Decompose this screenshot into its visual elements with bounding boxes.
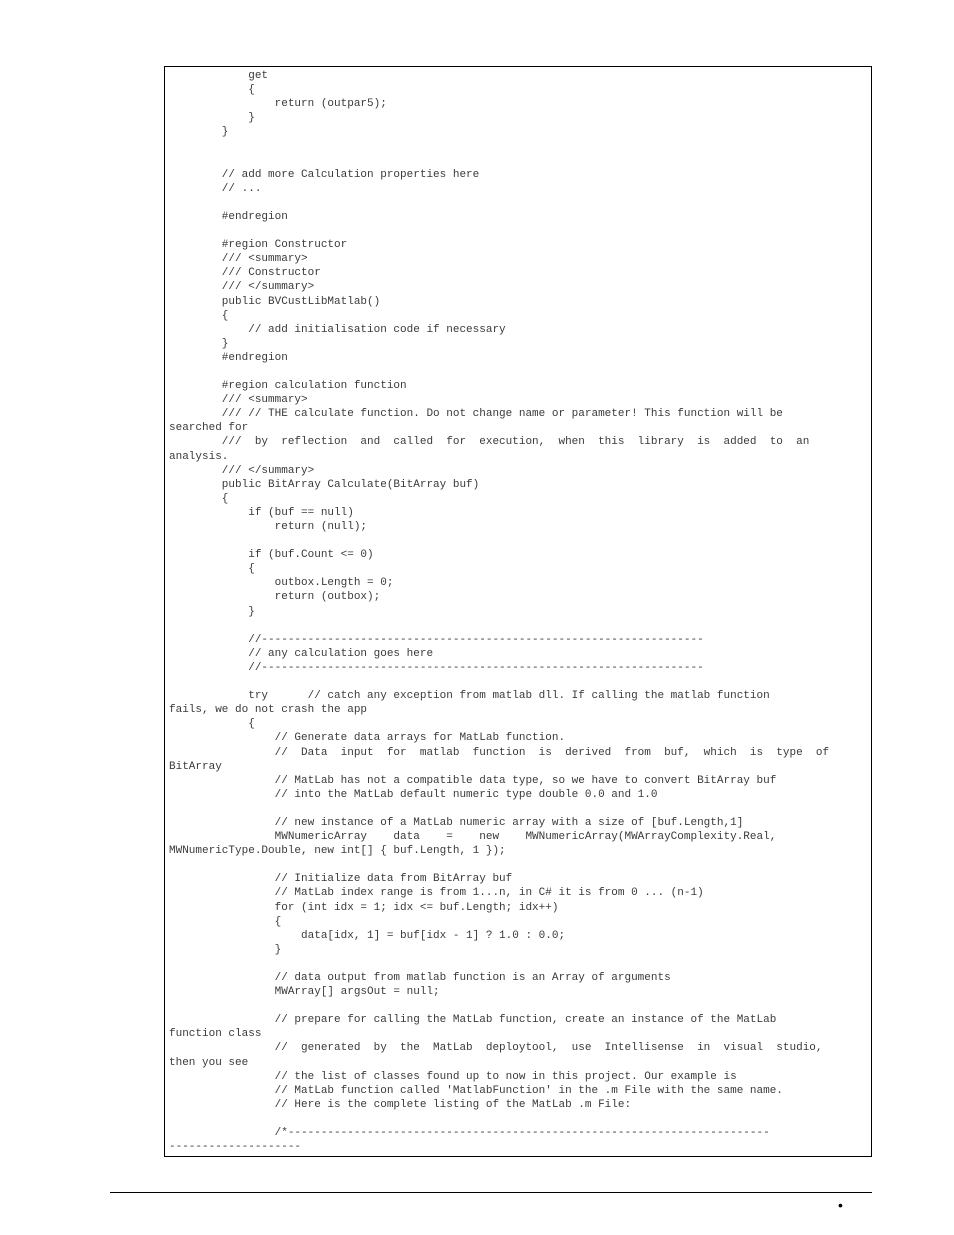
code-line: #region Constructor <box>169 239 348 252</box>
code-line: } <box>169 943 282 956</box>
code-line: /// Constructor <box>169 267 321 280</box>
code-line: } <box>169 337 229 350</box>
code-line: if (buf.Count <= 0) <box>169 549 374 562</box>
code-line <box>169 619 867 633</box>
code-line: public BitArray Calculate(BitArray buf) <box>169 478 480 491</box>
code-line: public BVCustLibMatlab() <box>169 295 381 308</box>
code-line <box>169 675 867 689</box>
code-line: -------------------- <box>169 1141 302 1154</box>
footer-bullet: • <box>838 1197 843 1213</box>
code-line: { <box>169 309 229 322</box>
code-line: function class <box>169 1028 262 1041</box>
code-line: /// <summary> <box>169 394 308 407</box>
code-line <box>169 858 867 872</box>
code-line: // add initialisation code if necessary <box>169 323 506 336</box>
code-line: MWNumericArray data = new MWNumericArray(MWArrayComplexity.Real, <box>169 831 777 844</box>
code-line: // ... <box>169 182 262 195</box>
code-line: { <box>169 915 282 928</box>
code-line: /*------------------------------------------------------------------------- <box>169 1127 770 1140</box>
code-line: MWNumericType.Double, new int[] { buf.Length, 1 }); <box>169 845 506 858</box>
code-line: // add more Calculation properties here <box>169 168 480 181</box>
code-line <box>169 999 867 1013</box>
code-line: // Here is the complete listing of the MatLab .m File: <box>169 1098 632 1111</box>
code-line: // MatLab has not a compatible data type, so we have to convert BitArray buf <box>169 774 777 787</box>
code-line <box>169 534 867 548</box>
footer-divider <box>110 1192 872 1193</box>
code-line: // prepare for calling the MatLab function, create an instance of the MatLab <box>169 1014 777 1027</box>
code-line: /// <summary> <box>169 253 308 266</box>
code-line: fails, we do not crash the app <box>169 704 368 717</box>
code-line: //------------------------------------------------------------------- <box>169 661 704 674</box>
code-line: // the list of classes found up to now in this project. Our example is <box>169 1070 737 1083</box>
code-line <box>169 154 867 168</box>
code-line <box>169 224 867 238</box>
code-line: // into the MatLab default numeric type double 0.0 and 1.0 <box>169 788 658 801</box>
code-line: { <box>169 84 255 97</box>
code-line: get <box>169 70 269 82</box>
code-line: #endregion <box>169 351 288 364</box>
code-line: // Generate data arrays for MatLab function. <box>169 732 566 745</box>
code-line: } <box>169 605 255 618</box>
code-line <box>169 802 867 816</box>
code-line: { <box>169 492 229 505</box>
code-line: // Data input for matlab function is derived from buf, which is type of <box>169 746 830 759</box>
code-line: for (int idx = 1; idx <= buf.Length; idx++) <box>169 901 559 914</box>
code-line: data[idx, 1] = buf[idx - 1] ? 1.0 : 0.0; <box>169 929 566 942</box>
code-line: // new instance of a MatLab numeric array with a size of [buf.Length,1] <box>169 816 744 829</box>
code-line <box>169 957 867 971</box>
code-line: #endregion <box>169 210 288 223</box>
code-line: // any calculation goes here <box>169 647 434 660</box>
code-line: //------------------------------------------------------------------- <box>169 633 704 646</box>
code-line: return (outbox); <box>169 591 381 604</box>
code-line: // MatLab function called 'MatlabFunction' in the .m File with the same name. <box>169 1084 783 1097</box>
code-line: #region calculation function <box>169 380 407 393</box>
code-line: } <box>169 112 255 125</box>
code-line: BitArray <box>169 760 222 773</box>
code-line: { <box>169 563 255 576</box>
code-line: /// // THE calculate function. Do not change name or parameter! This function will be <box>169 408 783 421</box>
code-line: // generated by the MatLab deploytool, use Intellisense in visual studio, <box>169 1042 823 1055</box>
code-line: try // catch any exception from matlab dll. If calling the matlab function <box>169 690 770 703</box>
code-line <box>169 1112 867 1126</box>
code-line: { <box>169 718 255 731</box>
code-line: } <box>169 126 229 139</box>
code-line: MWArray[] argsOut = null; <box>169 986 440 999</box>
code-line: analysis. <box>169 450 229 463</box>
code-line: // Initialize data from BitArray buf <box>169 873 513 886</box>
code-line: // data output from matlab function is an Array of arguments <box>169 972 671 984</box>
code-line: searched for <box>169 422 249 435</box>
code-line <box>169 365 867 379</box>
code-line: return (null); <box>169 521 368 533</box>
code-line: then you see <box>169 1056 249 1069</box>
code-line <box>169 139 867 153</box>
code-line: outbox.Length = 0; <box>169 577 394 590</box>
code-listing-box <box>164 66 872 1157</box>
code-line: /// by reflection and called for execution, when this library is added to an <box>169 436 810 449</box>
code-line: /// </summary> <box>169 281 315 294</box>
code-listing <box>169 69 867 1154</box>
code-line: return (outpar5); <box>169 98 387 111</box>
code-line <box>169 196 867 210</box>
code-line: /// </summary> <box>169 464 315 477</box>
code-line: // MatLab index range is from 1...n, in C# it is from 0 ... (n-1) <box>169 887 704 900</box>
code-line: if (buf == null) <box>169 506 354 519</box>
